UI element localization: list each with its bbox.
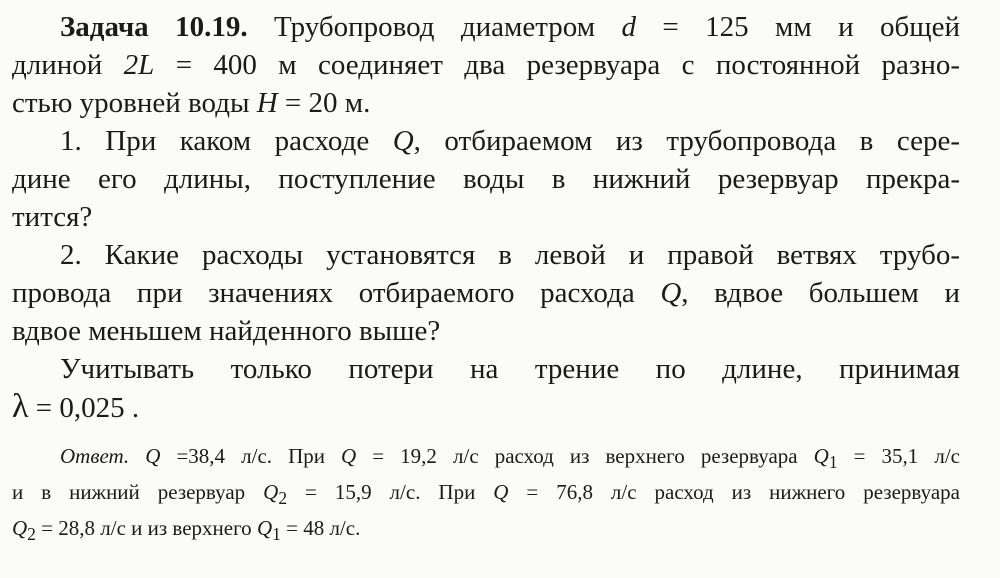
question-2-line-2: провода при значениях отбираемого расхода Q, вдвое большем и — [12, 277, 960, 309]
problem-line-2: длиной 2L = 400 м соединяет два резервуара с постоянной разно- — [12, 49, 960, 81]
answer-label: Ответ. — [60, 444, 130, 468]
question-1-line-3: тится? — [12, 201, 93, 233]
question-2-line-1: 2. Какие расходы установятся в левой и правой ветвях трубо- — [60, 239, 960, 271]
answer-line-1: Ответ. Q =38,4 л/с. При Q = 19,2 л/с расход из верхнего резервуара $Q_1 = 35,1$ л/с — [60, 444, 960, 473]
problem-line-1: Задача 10.19. Трубопровод диаметром d = 125 мм и общей — [60, 11, 961, 43]
question-2-line-3: вдвое меньшем найденного выше? — [12, 315, 441, 347]
question-1-line-2: дине его длины, поступление воды в нижний резервуар прекра- — [12, 163, 960, 195]
lambda-symbol: λ — [12, 388, 29, 425]
answer-block — [12, 441, 960, 550]
answer-line-3: $Q_2 = 28,8$ л/с и из верхнего $Q_1 = 48$ л/с. — [12, 516, 361, 545]
note-line-1: Учитывать только потери на трение по длине, принимая — [60, 353, 960, 385]
answer-line-2: и в нижний резервуар $Q_2 = 15,9$ л/с. При Q = 76,8 л/с расход из нижнего резервуара — [12, 480, 960, 509]
question-1-line-1: 1. При каком расходе Q, отбираемом из трубопровода в сере- — [60, 125, 961, 157]
problem-title: Задача 10.19. — [60, 11, 248, 43]
problem-line-3: стью уровней воды H = 20 м. — [12, 87, 371, 119]
problem-text — [12, 8, 960, 427]
note-line-2: λ = 0,025 . — [12, 388, 140, 425]
